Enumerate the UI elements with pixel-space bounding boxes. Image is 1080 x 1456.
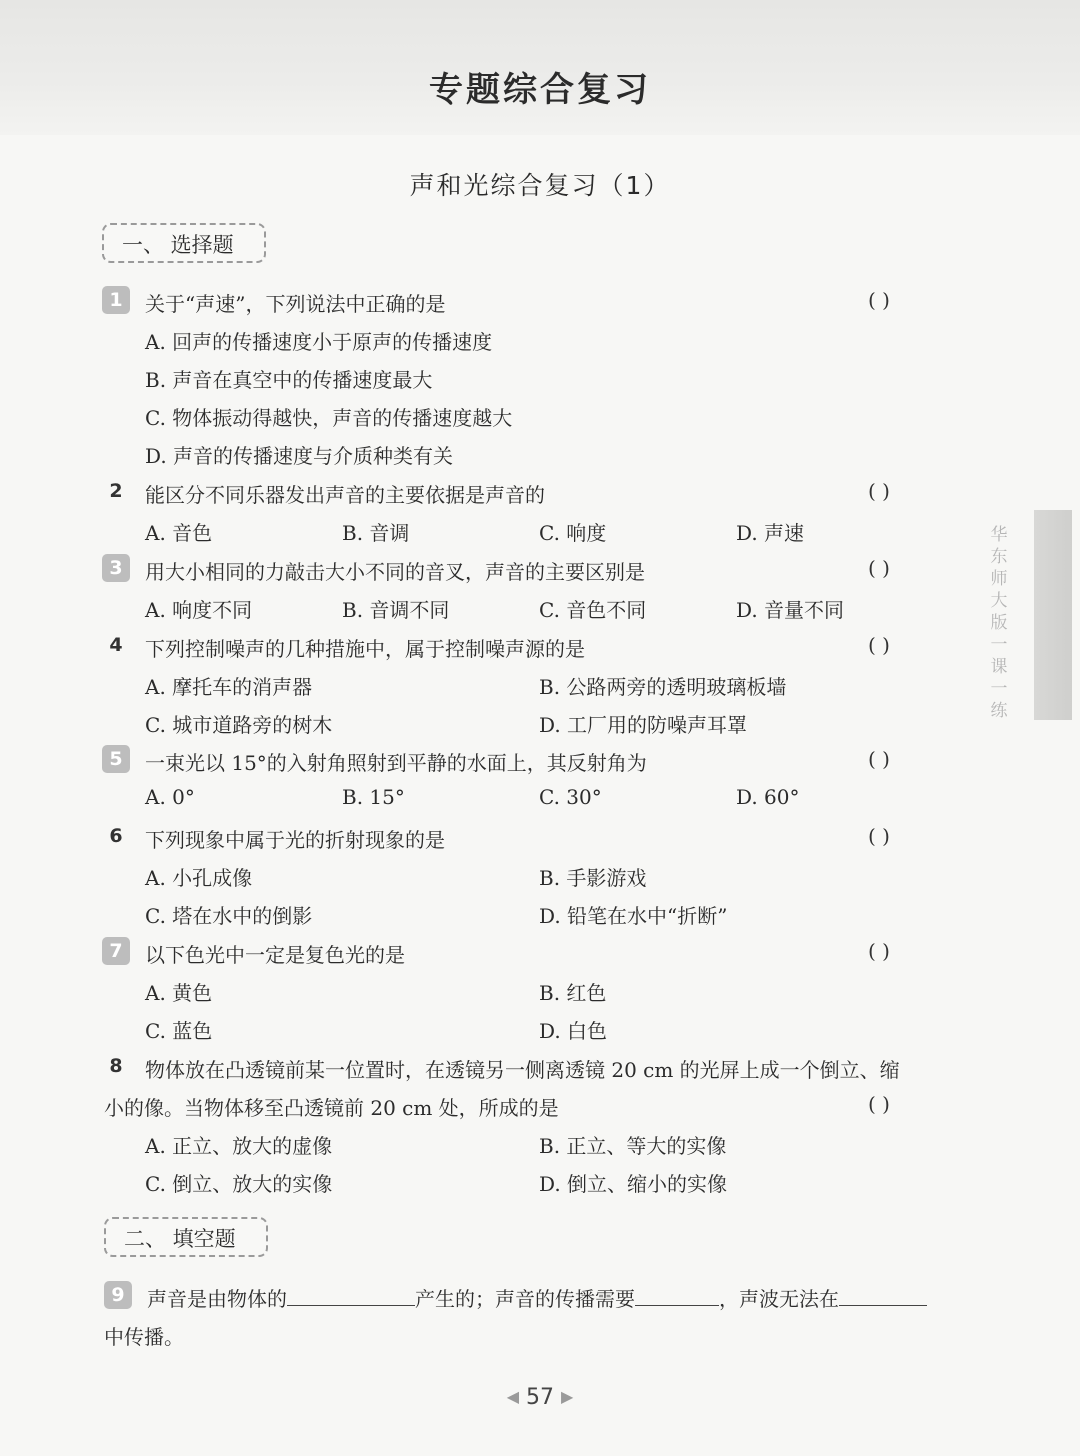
answer-paren: ( ): [868, 747, 890, 771]
question-stem-line1: 物体放在凸透镜前某一位置时，在透镜另一侧离透镜 20 cm 的光屏上成一个倒立、缩: [145, 1058, 900, 1082]
option-a: A. 摩托车的消声器: [145, 675, 313, 699]
stem-part-3: ，声波无法在: [719, 1287, 839, 1311]
option-c: C. 物体振动得越快，声音的传播速度越大: [145, 406, 513, 430]
question-stem: 下列控制噪声的几种措施中，属于控制噪声源的是: [145, 637, 585, 661]
question-stem-line1: [147, 1283, 927, 1312]
option-d: D. 倒立、缩小的实像: [539, 1172, 728, 1196]
fill-blank[interactable]: [839, 1285, 927, 1306]
page-title: 专题综合复习: [429, 70, 651, 110]
option-d: D. 声音的传播速度与介质种类有关: [145, 444, 454, 468]
fill-blank[interactable]: [287, 1285, 415, 1306]
option-a: A. 响度不同: [145, 598, 253, 622]
option-b: B. 15°: [342, 785, 405, 809]
question-number: 1: [102, 286, 130, 314]
question-stem: 能区分不同乐器发出声音的主要依据是声音的: [145, 483, 545, 507]
answer-paren: ( ): [868, 556, 890, 580]
answer-paren: ( ): [868, 939, 890, 963]
option-d: D. 铅笔在水中“折断”: [539, 904, 728, 928]
question-number: 3: [102, 554, 130, 582]
option-a: A. 黄色: [145, 981, 213, 1005]
question-number: 8: [109, 1055, 123, 1077]
question-stem: 一束光以 15°的入射角照射到平静的水面上，其反射角为: [145, 751, 647, 775]
answer-paren: ( ): [868, 1092, 890, 1116]
question-number: 6: [109, 825, 123, 847]
question-number: 2: [109, 480, 123, 502]
option-b: B. 声音在真空中的传播速度最大: [145, 368, 433, 392]
page-number: [0, 1385, 1080, 1410]
question-stem: 用大小相同的力敲击大小不同的音叉，声音的主要区别是: [145, 560, 645, 584]
page-number-value: 57: [526, 1385, 554, 1410]
option-b: B. 手影游戏: [539, 866, 647, 890]
option-d: D. 白色: [539, 1019, 608, 1043]
option-b: B. 红色: [539, 981, 607, 1005]
option-d: D. 60°: [736, 785, 800, 809]
section-choice-heading: 一、 选择题: [102, 223, 266, 263]
option-b: B. 公路两旁的透明玻璃板墙: [539, 675, 787, 699]
option-a: A. 回声的传播速度小于原声的传播速度: [145, 330, 493, 354]
left-triangle-icon: ◀: [506, 1387, 519, 1406]
option-c: C. 30°: [539, 785, 602, 809]
question-number: 4: [109, 634, 123, 656]
right-triangle-icon: ▶: [561, 1387, 574, 1406]
question-stem-line2: 小的像。当物体移至凸透镜前 20 cm 处，所成的是: [104, 1096, 559, 1120]
option-c: C. 音色不同: [539, 598, 647, 622]
question-number: 5: [102, 745, 130, 773]
answer-paren: ( ): [868, 479, 890, 503]
question-stem: 以下色光中一定是复色光的是: [145, 943, 405, 967]
question-number: 7: [102, 937, 130, 965]
option-c: C. 倒立、放大的实像: [145, 1172, 333, 1196]
option-d: D. 工厂用的防噪声耳罩: [539, 713, 748, 737]
option-d: D. 音量不同: [736, 598, 845, 622]
option-a: A. 小孔成像: [145, 866, 253, 890]
answer-paren: ( ): [868, 824, 890, 848]
question-number: 9: [104, 1281, 132, 1309]
question-stem-line2: 中传播。: [104, 1325, 184, 1349]
section-fill-heading: 二、 填空题: [104, 1217, 268, 1257]
option-a: A. 0°: [145, 785, 195, 809]
side-tab-label: 华东师大版一课一练: [990, 525, 1008, 721]
option-c: C. 响度: [539, 521, 607, 545]
option-b: B. 音调不同: [342, 598, 450, 622]
side-tab: [1034, 510, 1072, 720]
option-c: C. 城市道路旁的树木: [145, 713, 333, 737]
option-a: A. 音色: [145, 521, 213, 545]
answer-paren: ( ): [868, 633, 890, 657]
option-d: D. 声速: [736, 521, 805, 545]
stem-part-1: 声音是由物体的: [147, 1287, 287, 1311]
question-stem: 下列现象中属于光的折射现象的是: [145, 828, 445, 852]
option-b: B. 正立、等大的实像: [539, 1134, 727, 1158]
answer-paren: ( ): [868, 288, 890, 312]
stem-part-2: 产生的；声音的传播需要: [415, 1287, 635, 1311]
question-stem: 关于“声速”，下列说法中正确的是: [145, 292, 446, 316]
lesson-title: 声和光综合复习（1）: [409, 171, 671, 200]
fill-blank[interactable]: [635, 1285, 719, 1306]
option-c: C. 蓝色: [145, 1019, 213, 1043]
option-a: A. 正立、放大的虚像: [145, 1134, 333, 1158]
option-b: B. 音调: [342, 521, 410, 545]
option-c: C. 塔在水中的倒影: [145, 904, 313, 928]
